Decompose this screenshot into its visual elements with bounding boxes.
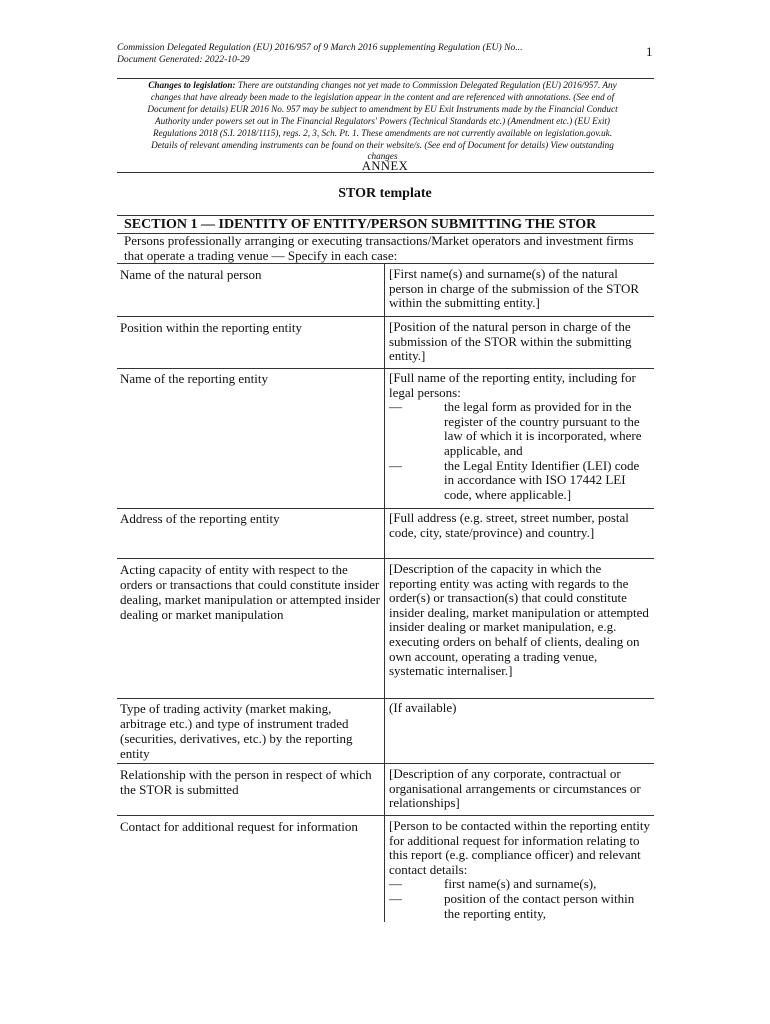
list-item-text: first name(s) and surname(s), [444,876,597,892]
row-border [117,508,654,509]
list-dash: — [389,399,402,415]
row-value: (If available) [389,700,457,715]
list-dash: — [389,876,402,892]
row-label: Address of the reporting entity [120,511,280,526]
row-value [389,371,651,502]
row-value: [First name(s) and surname(s) of the natural person in charge of the submission of the STOR within the submitting entity.] [389,266,640,311]
row-border [117,316,654,317]
list-item [389,877,651,892]
column-divider [384,368,385,508]
row-value: [Description of the capacity in which the reporting entity was acting with regards to the order(s) or transaction(s) that could constitute insider dealing, market manipulation or attempted insider dealing or market manipulation, e.g. executing orders on behalf of clients, dealing on own account, operating a trading venue, systematic internaliser.] [389,561,649,679]
row-value: [Position of the natural person in charge of the submission of the STOR within the submitting entity.] [389,319,632,364]
list-item-text: position of the contact person within the reporting entity, [444,890,635,921]
row-label: Acting capacity of entity with respect to the orders or transactions that could constitute insider dealing, market manipulation or attempted insider dealing or market manipulation [120,562,380,622]
annex-heading: ANNEX [361,159,409,173]
column-divider [384,558,385,698]
row-border [117,558,654,559]
list-dash: — [389,890,402,906]
page-number: 1 [646,44,653,59]
row-label: Name of the natural person [120,267,262,282]
row-label: Type of trading activity (market making, arbitrage etc.) and type of instrument traded (securities, derivatives, etc.) by the reporting entity [120,701,353,761]
row-value: [Full address (e.g. street, street number, postal code, city, state/province) and country.] [389,510,629,540]
list-item-text: the Legal Entity Identifier (LEI) code in accordance with ISO 17442 LEI code, where applicable.] [444,457,640,502]
column-divider [384,508,385,558]
row-label: Position within the reporting entity [120,320,302,335]
row-border [117,698,654,699]
changes-label: Changes to legislation: [148,80,236,90]
column-divider [384,698,385,763]
header-divider [117,78,654,79]
header-citation: Commission Delegated Regulation (EU) 2016/957 of 9 March 2016 supplementing Regulation (EU) No... [117,42,523,53]
column-divider [384,815,385,922]
row-value-text: [Full name of the reporting entity, including for legal persons: [389,370,636,400]
section-heading: SECTION 1 — IDENTITY OF ENTITY/PERSON SUBMITTING THE STOR [124,217,597,232]
row-border [117,815,654,816]
list-dash: — [389,457,402,473]
column-divider [384,263,385,316]
row-label: Contact for additional request for information [120,819,358,834]
row-border [117,368,654,369]
column-divider [384,316,385,368]
row-label: Name of the reporting entity [120,371,269,386]
page-title: STOR template [338,186,432,201]
list-item [389,400,651,458]
row-label: Relationship with the person in respect of which the STOR is submitted [120,767,372,797]
column-divider [384,763,385,815]
changes-to-legislation-notice [140,80,625,163]
row-value: [Description of any corporate, contractual or organisational arrangements or circumstances or relationships] [389,766,641,811]
row-value [389,819,651,921]
changes-text: There are outstanding changes not yet made to Commission Delegated Regulation (EU) 2016/957. Any changes that have already been made to the legislation appear in the content and are referenced with annotations. (See end of Document for details) EUR 2016 No. 957 may be subject to amendment by EU Exit Instruments made by the Financial Conduct Authority under powers set out in The Financial Regulators' Powers (Technical Standards etc.) (Amendment etc.) (EU Exit) Regulations 2018 (S.I. 2018/1115), regs. 2, 3, Sch. Pt. 1. These amendments are not currently available on legislation.gov.uk. Details of relevant amending instruments can be found on their website/s. (See end of Document for details) View outstanding changes [147,80,618,162]
list-item-text: the legal form as provided for in the register of the country pursuant to the law of which it is incorporated, where applicable, and [444,399,642,458]
document-header [117,42,654,66]
row-border [117,763,654,764]
list-item [389,892,651,921]
list-item [389,459,651,503]
section-intro: Persons professionally arranging or executing transactions/Market operators and investment firms that operate a trading venue — Specify in each case: [124,233,634,263]
row-border [117,263,654,264]
row-value-text: [Person to be contacted within the reporting entity for additional request for information relating to this report (e.g. compliance officer) and relevant contact details: [389,818,651,877]
header-generated-date: Document Generated: 2022-10-29 [117,54,250,66]
